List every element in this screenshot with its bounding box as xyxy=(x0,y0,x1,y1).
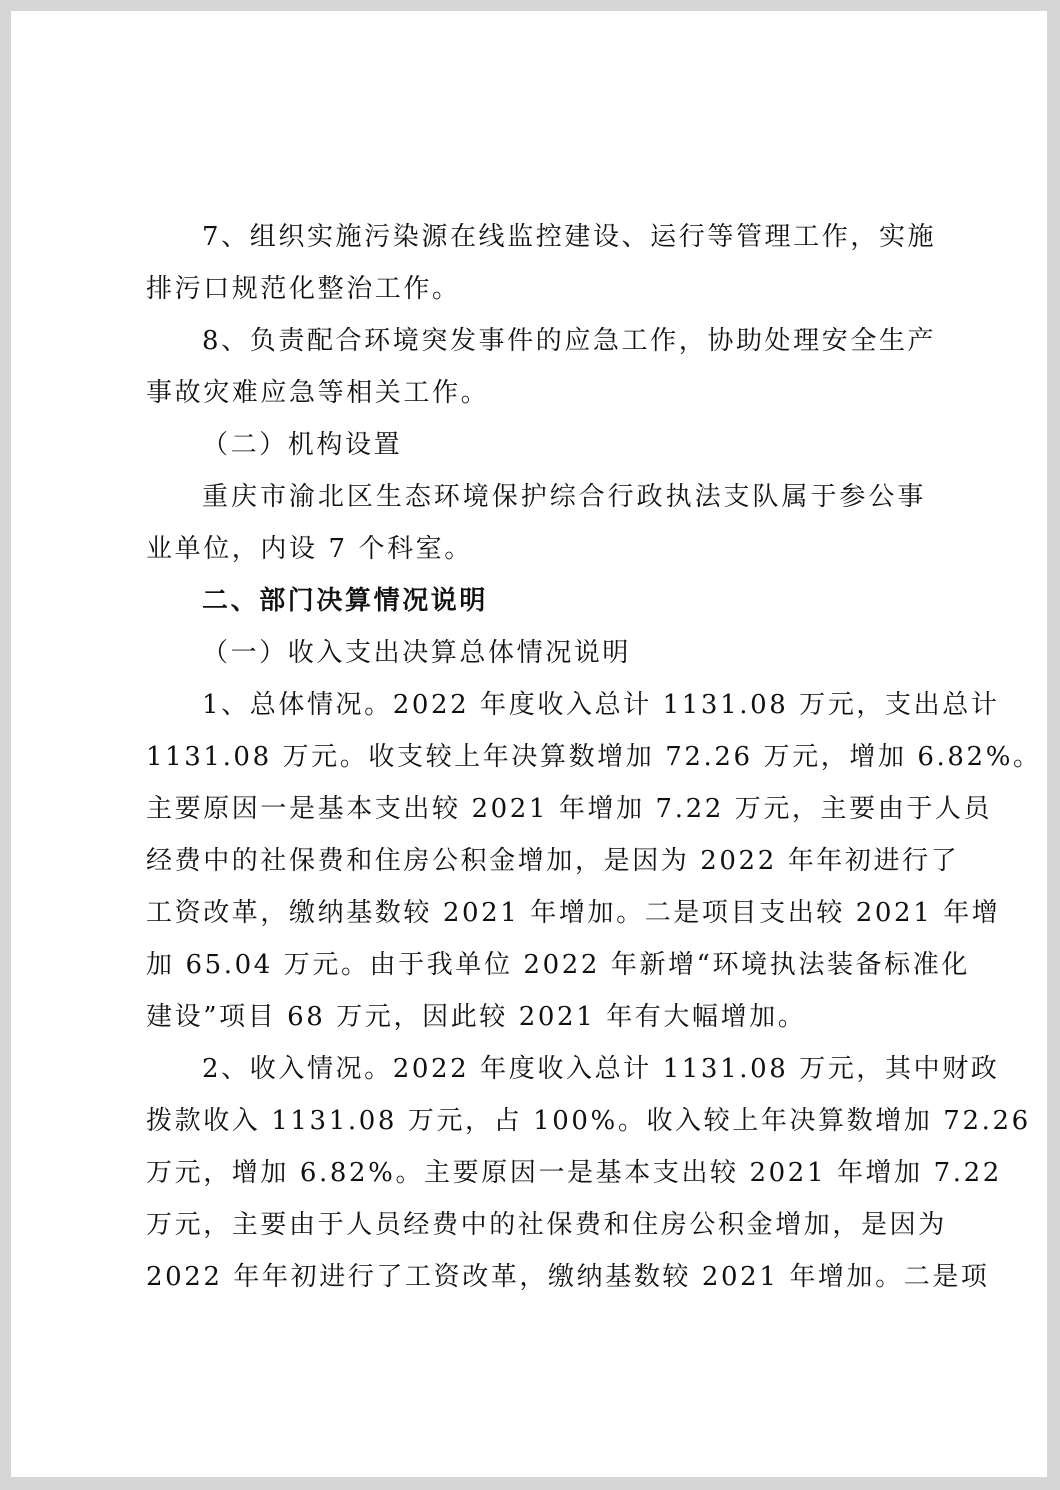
overall-paragraph-line-2: 1131.08 万元。收支较上年决算数增加 72.26 万元，增加 6.82%。 xyxy=(146,742,1042,772)
income-paragraph-line-2: 拨款收入 1131.08 万元，占 100%。收入较上年决算数增加 72.26 xyxy=(146,1106,1031,1136)
section-heading-org-setup: （二）机构设置 xyxy=(202,430,403,460)
section-heading-income-expense: （一）收入支出决算总体情况说明 xyxy=(202,638,632,668)
income-paragraph-line-5: 2022 年年初进行了工资改革，缴纳基数较 2021 年增加。二是项 xyxy=(146,1262,990,1292)
overall-paragraph-line-7: 建设”项目 68 万元，因此较 2021 年有大幅增加。 xyxy=(146,1002,807,1032)
document-body xyxy=(146,211,1042,1303)
org-paragraph-line-1: 重庆市渝北区生态环境保护综合行政执法支队属于参公事 xyxy=(202,482,926,512)
document-page xyxy=(11,11,1047,1477)
chapter-heading-final-accounts: 二、部门决算情况说明 xyxy=(202,586,489,616)
overall-paragraph-line-6: 加 65.04 万元。由于我单位 2022 年新增“环境执法装备标准化 xyxy=(146,950,970,980)
overall-paragraph-line-1: 1、总体情况。2022 年度收入总计 1131.08 万元，支出总计 xyxy=(202,690,1000,720)
paragraph-7-line-2: 排污口规范化整治工作。 xyxy=(146,274,461,304)
income-paragraph-line-4: 万元，主要由于人员经费中的社保费和住房公积金增加，是因为 xyxy=(146,1210,947,1240)
paragraph-7-line-1: 7、组织实施污染源在线监控建设、运行等管理工作，实施 xyxy=(202,222,937,252)
org-paragraph-line-2: 业单位，内设 7 个科室。 xyxy=(146,534,473,564)
paragraph-8-line-1: 8、负责配合环境突发事件的应急工作，协助处理安全生产 xyxy=(202,326,937,356)
overall-paragraph-line-4: 经费中的社保费和住房公积金增加，是因为 2022 年年初进行了 xyxy=(146,846,960,876)
overall-paragraph-line-3: 主要原因一是基本支出较 2021 年增加 7.22 万元，主要由于人员 xyxy=(146,794,993,824)
income-paragraph-line-3: 万元，增加 6.82%。主要原因一是基本支出较 2021 年增加 7.22 xyxy=(146,1158,1002,1188)
income-paragraph-line-1: 2、收入情况。2022 年度收入总计 1131.08 万元，其中财政 xyxy=(202,1054,1000,1084)
paragraph-8-line-2: 事故灾难应急等相关工作。 xyxy=(146,378,490,408)
overall-paragraph-line-5: 工资改革，缴纳基数较 2021 年增加。二是项目支出较 2021 年增 xyxy=(146,898,1001,928)
